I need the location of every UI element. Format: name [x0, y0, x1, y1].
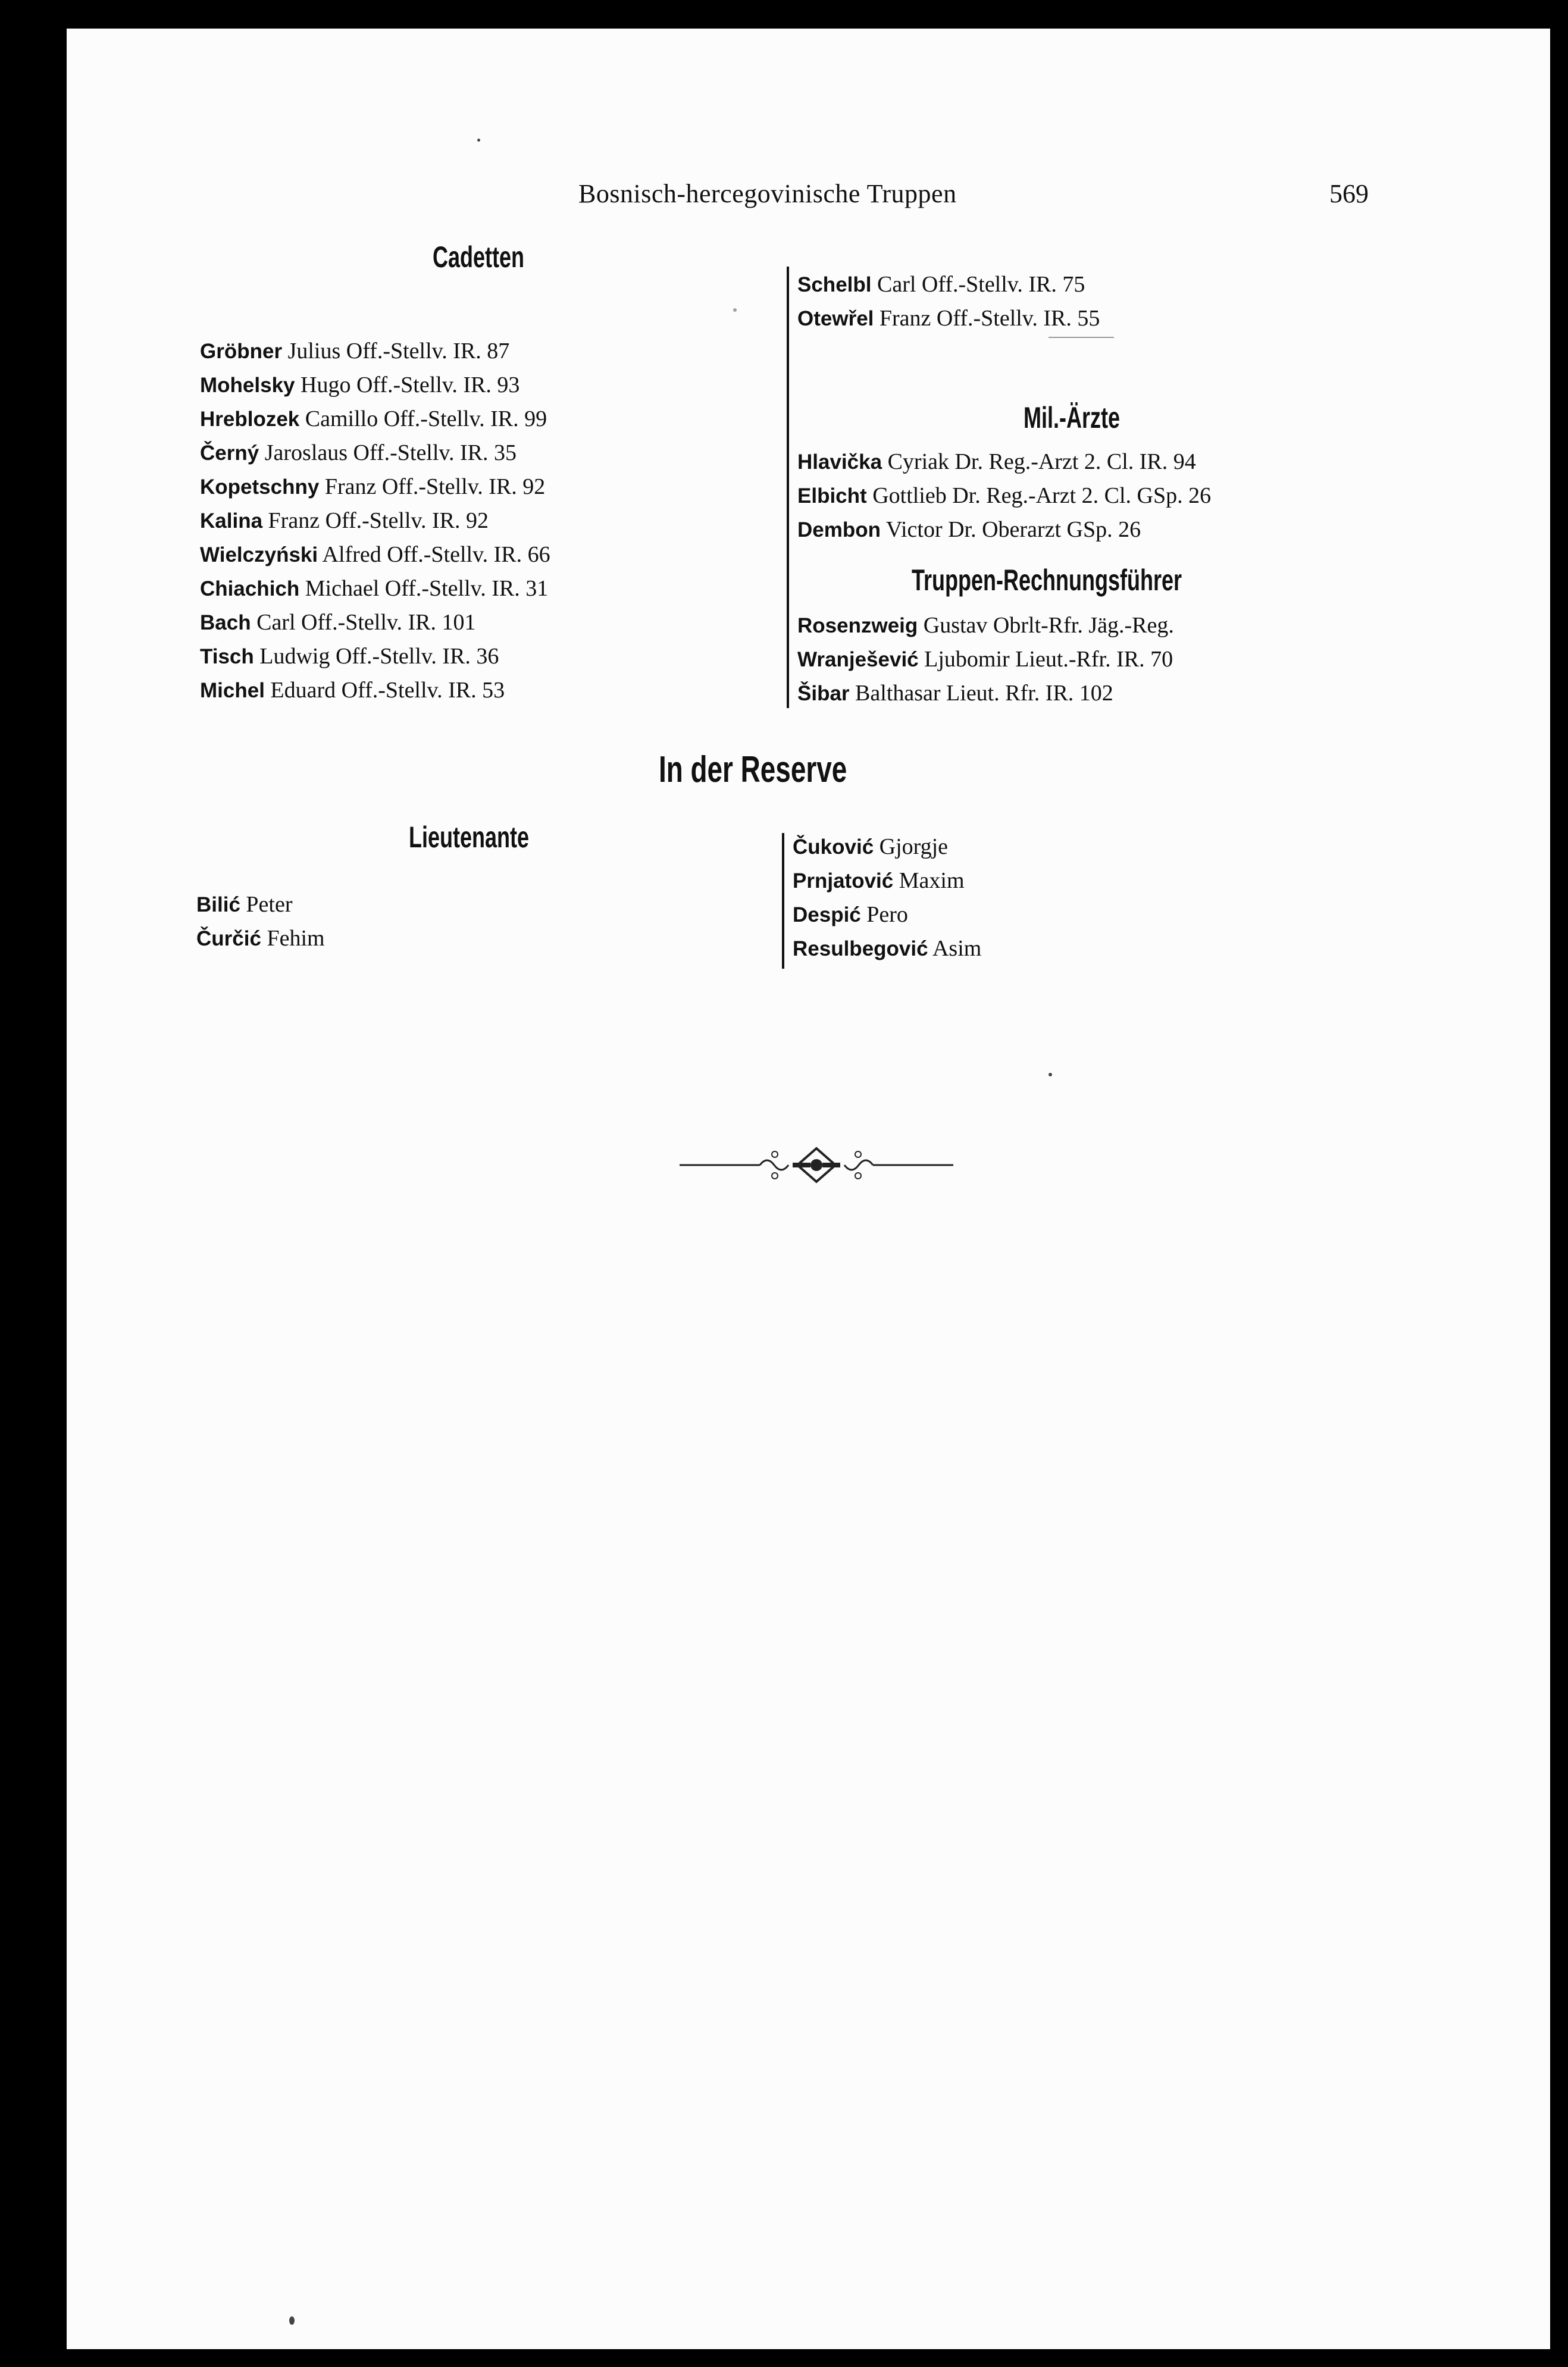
entry-name: Hreblozek — [200, 408, 300, 431]
entry-details: Maxim — [893, 868, 965, 893]
column-divider — [782, 833, 784, 969]
entry-name: Čurčić — [196, 927, 261, 950]
entry-name: Wranješević — [797, 648, 919, 671]
list-item — [793, 932, 981, 966]
list-item — [797, 513, 1211, 547]
running-header-title: Bosnisch-hercegovinische Truppen — [578, 179, 957, 208]
entry-name: Černý — [200, 442, 259, 465]
entry-name: Šibar — [797, 682, 850, 705]
entry-details: Asim — [928, 936, 982, 961]
entry-details: Balthasar Lieut. Rfr. IR. 102 — [849, 681, 1113, 706]
list-item — [797, 609, 1174, 643]
entry-details: Gustav Obrlt-Rfr. Jäg.-Reg. — [918, 613, 1174, 638]
entry-details: Peter — [240, 892, 293, 917]
column-divider — [787, 267, 789, 708]
entry-name: Elbicht — [797, 484, 867, 508]
list-item — [200, 538, 550, 572]
entry-details: Camillo Off.-Stellv. IR. 99 — [299, 406, 547, 431]
entry-name: Bach — [200, 611, 251, 634]
section-heading-lieutenante: Lieutenante — [409, 821, 530, 854]
list-item — [793, 864, 981, 898]
entry-details: Carl Off.-Stellv. IR. 101 — [251, 610, 476, 635]
lieutenante-right-list — [793, 830, 981, 966]
entry-name: Tisch — [200, 645, 254, 668]
mil-aerzte-list — [797, 445, 1211, 547]
entry-details: Michael Off.-Stellv. IR. 31 — [299, 576, 549, 601]
entry-details: Franz Off.-Stellv. IR. 55 — [874, 306, 1100, 331]
section-heading-truppen-rechnungsfuehrer: Truppen-Rechnungsführer — [912, 563, 1182, 597]
truppen-rechnungsfuehrer-list — [797, 609, 1174, 710]
list-item — [797, 268, 1100, 302]
entry-details: Gjorgje — [874, 834, 949, 859]
page-number: 569 — [1329, 179, 1369, 208]
list-item — [200, 640, 550, 674]
separator-rule — [1049, 337, 1114, 338]
list-item — [200, 402, 550, 436]
scanned-page — [67, 29, 1550, 2349]
list-item — [196, 922, 325, 956]
list-item — [200, 436, 550, 470]
scan-speck — [289, 2316, 295, 2325]
entry-name: Chiachich — [200, 577, 300, 600]
list-item — [797, 445, 1211, 479]
list-item — [797, 479, 1211, 513]
entry-name: Gröbner — [200, 340, 283, 363]
entry-name: Mohelsky — [200, 374, 295, 397]
list-item — [797, 302, 1100, 336]
entry-name: Michel — [200, 679, 265, 702]
entry-details: Hugo Off.-Stellv. IR. 93 — [295, 372, 520, 397]
list-item — [793, 898, 981, 932]
entry-name: Bilić — [196, 893, 240, 916]
cadetten-list — [200, 334, 550, 707]
list-item — [797, 643, 1174, 677]
list-item — [200, 368, 550, 402]
entry-details: Ljubomir Lieut.-Rfr. IR. 70 — [918, 647, 1173, 672]
list-item — [200, 334, 550, 368]
lieutenante-left-list — [196, 888, 325, 956]
entry-name: Despić — [793, 903, 861, 926]
section-heading-cadetten: Cadetten — [433, 240, 525, 274]
entry-details: Julius Off.-Stellv. IR. 87 — [282, 339, 510, 364]
entry-details: Victor Dr. Oberarzt GSp. 26 — [881, 517, 1141, 542]
entry-name: Čuković — [793, 835, 874, 859]
entry-name: Rosenzweig — [797, 614, 918, 637]
entry-name: Schelbl — [797, 273, 872, 296]
entry-name: Prnjatović — [793, 869, 894, 893]
section-heading-mil-aerzte: Mil.-Ärzte — [1024, 401, 1120, 434]
entry-details: Carl Off.-Stellv. IR. 75 — [871, 272, 1085, 297]
list-item — [196, 888, 325, 922]
entry-details: Gottlieb Dr. Reg.-Arzt 2. Cl. GSp. 26 — [866, 483, 1212, 508]
entry-details: Jaroslaus Off.-Stellv. IR. 35 — [259, 440, 517, 465]
entry-name: Kalina — [200, 509, 263, 533]
entry-name: Wielczyński — [200, 543, 318, 566]
entry-details: Franz Off.-Stellv. IR. 92 — [319, 474, 546, 499]
entry-name: Dembon — [797, 518, 881, 541]
entry-details: Franz Off.-Stellv. IR. 92 — [262, 508, 489, 533]
entry-details: Alfred Off.-Stellv. IR. 66 — [318, 542, 550, 567]
scan-speck — [1049, 1073, 1052, 1076]
list-item — [200, 674, 550, 707]
section-heading-reserve: In der Reserve — [659, 749, 847, 790]
scan-speck — [477, 139, 480, 142]
list-item — [797, 677, 1174, 710]
entry-name: Resulbegović — [793, 937, 928, 960]
cadetten-continued-list — [797, 268, 1100, 336]
entry-details: Pero — [860, 902, 908, 927]
list-item — [200, 606, 550, 640]
list-item — [200, 504, 550, 538]
entry-name: Kopetschny — [200, 475, 320, 499]
entry-details: Cyriak Dr. Reg.-Arzt 2. Cl. IR. 94 — [882, 449, 1196, 474]
scan-speck — [733, 308, 737, 312]
list-item — [793, 830, 981, 864]
list-item — [200, 470, 550, 504]
entry-details: Ludwig Off.-Stellv. IR. 36 — [253, 644, 499, 669]
entry-details: Eduard Off.-Stellv. IR. 53 — [264, 678, 505, 703]
list-item — [200, 572, 550, 606]
entry-name: Otewřel — [797, 307, 874, 330]
decorative-ornament — [680, 1141, 953, 1189]
entry-name: Hlavička — [797, 450, 882, 474]
entry-details: Fehim — [261, 926, 325, 951]
